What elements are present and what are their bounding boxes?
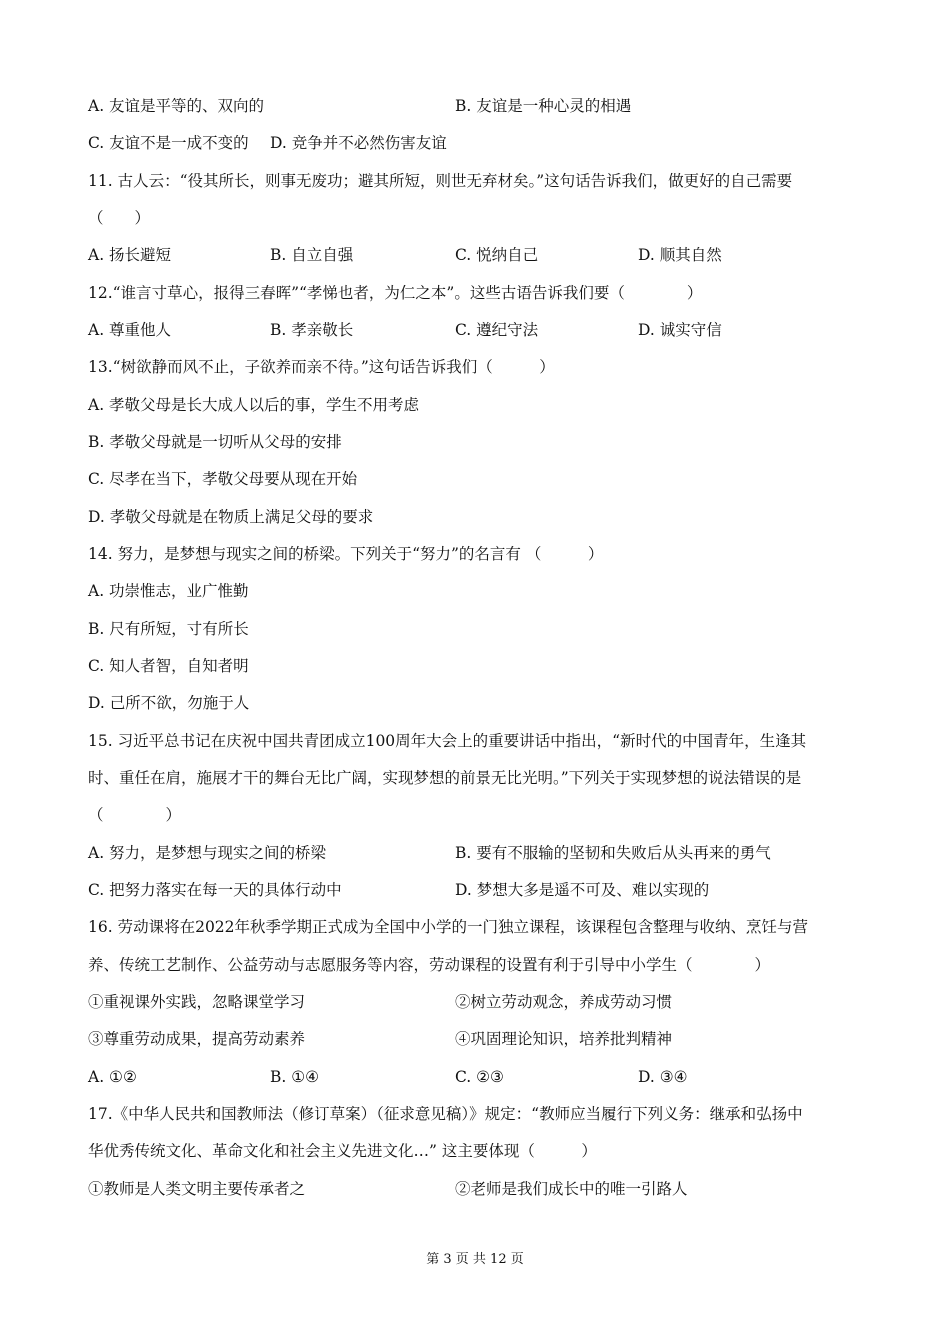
q11-stem: 11. 古人云：“役其所长，则事无废功；避其所短，则世无弃材矣。”这句话告诉我们，做更好的自己需要 <box>88 172 793 190</box>
q14-stem: 14. 努力，是梦想与现实之间的桥梁。下列关于“努力”的名言有 （ ） <box>88 545 604 563</box>
q13-option-b: B. 孝敬父母就是一切听从父母的安排 <box>88 433 342 451</box>
q11-blank: （ ） <box>88 209 151 227</box>
q15-blank: （ ） <box>88 806 182 824</box>
q10-option-a: A. 友谊是平等的、双向的 <box>88 97 265 115</box>
q15-stem-line1: 15. 习近平总书记在庆祝中国共青团成立100周年大会上的重要讲话中指出，“新时代的中国青年，生逢其 <box>88 732 807 750</box>
q16-stem-line2: 养、传统工艺制作、公益劳动与志愿服务等内容，劳动课程的设置有利于引导中小学生（ ） <box>88 956 771 974</box>
q14-option-d: D. 己所不欲，勿施于人 <box>88 694 250 712</box>
q15-option-d: D. 梦想大多是遥不可及、难以实现的 <box>455 881 710 899</box>
q15-option-a: A. 努力，是梦想与现实之间的桥梁 <box>88 844 327 862</box>
q10-option-c: C. 友谊不是一成不变的 <box>88 134 249 152</box>
q14-option-a: A. 功崇惟志，业广惟勤 <box>88 582 249 600</box>
q15-option-c: C. 把努力落实在每一天的具体行动中 <box>88 881 342 899</box>
q10-option-b: B. 友谊是一种心灵的相遇 <box>455 97 632 115</box>
q16-option-c: C. ②③ <box>455 1068 504 1086</box>
q16-statement-1: ①重视课外实践，忽略课堂学习 <box>88 993 306 1011</box>
q12-option-a: A. 尊重他人 <box>88 321 172 339</box>
q13-option-d: D. 孝敬父母就是在物质上满足父母的要求 <box>88 508 374 526</box>
q13-stem: 13.“树欲静而风不止，子欲养而亲不待。”这句话告诉我们（ ） <box>88 358 555 376</box>
q14-option-c: C. 知人者智，自知者明 <box>88 657 249 675</box>
q12-stem: 12.“谁言寸草心，报得三春晖”“孝悌也者，为仁之本”。这些古语告诉我们要（ ） <box>88 284 703 302</box>
q11-option-a: A. 扬长避短 <box>88 246 172 264</box>
q13-option-a: A. 孝敬父母是长大成人以后的事，学生不用考虑 <box>88 396 420 414</box>
q11-option-c: C. 悦纳自己 <box>455 246 539 264</box>
q11-option-d: D. 顺其自然 <box>638 246 722 264</box>
q16-statement-3: ③尊重劳动成果，提高劳动素养 <box>88 1030 306 1048</box>
q13-option-c: C. 尽孝在当下，孝敬父母要从现在开始 <box>88 470 358 488</box>
q17-statement-1: ①教师是人类文明主要传承者之 <box>88 1180 306 1198</box>
q16-option-a: A. ①② <box>88 1068 137 1086</box>
q12-option-c: C. 遵纪守法 <box>455 321 539 339</box>
page-number-footer: 第 3 页 共 12 页 <box>426 1252 524 1267</box>
q15-stem-line2: 时、重任在肩，施展才干的舞台无比广阔，实现梦想的前景无比光明。”下列关于实现梦想的说法错误的是 <box>88 769 802 787</box>
q14-option-b: B. 尺有所短，寸有所长 <box>88 620 249 638</box>
q16-option-d: D. ③④ <box>638 1068 688 1086</box>
q16-stem-line1: 16. 劳动课将在2022年秋季学期正式成为全国中小学的一门独立课程，该课程包含整理与收纳、烹饪与营 <box>88 918 809 936</box>
q17-stem-line2: 华优秀传统文化、革命文化和社会主义先进文化…” 这主要体现（ ） <box>88 1142 597 1160</box>
q16-statement-4: ④巩固理论知识，培养批判精神 <box>455 1030 673 1048</box>
q17-statement-2: ②老师是我们成长中的唯一引路人 <box>455 1180 688 1198</box>
q11-option-b: B. 自立自强 <box>270 246 354 264</box>
q12-option-b: B. 孝亲敬长 <box>270 321 354 339</box>
q10-option-d: D. 竞争并不必然伤害友谊 <box>270 134 447 152</box>
q15-option-b: B. 要有不服输的坚韧和失败后从头再来的勇气 <box>455 844 771 862</box>
q17-stem-line1: 17.《中华人民共和国教师法（修订草案）（征求意见稿）》规定：“教师应当履行下列义务：继承和弘扬中 <box>88 1105 803 1123</box>
q16-statement-2: ②树立劳动观念，养成劳动习惯 <box>455 993 673 1011</box>
q16-option-b: B. ①④ <box>270 1068 320 1086</box>
q12-option-d: D. 诚实守信 <box>638 321 722 339</box>
